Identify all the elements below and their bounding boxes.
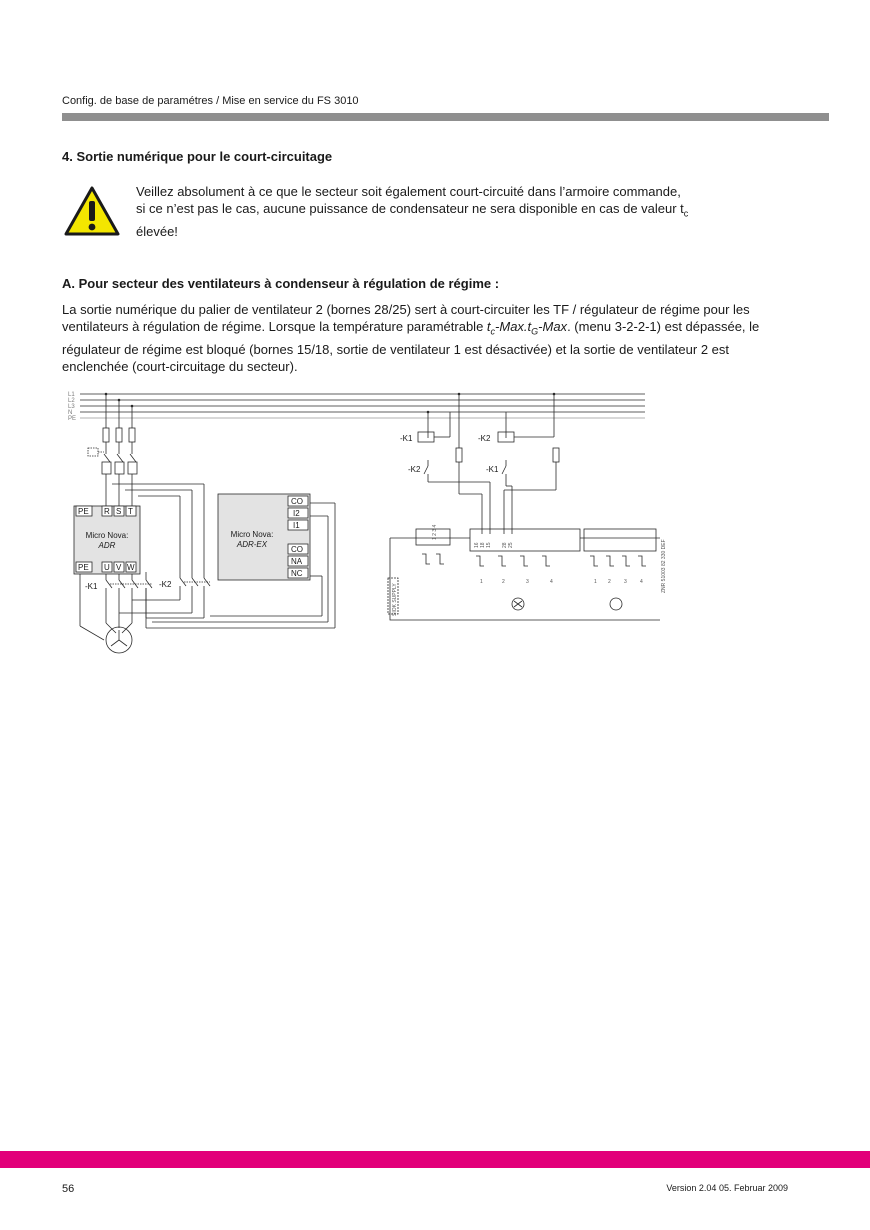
adr-ex-terminal-co-bottom: CO bbox=[291, 545, 303, 554]
adr-terminal-pe-in: PE bbox=[78, 507, 89, 516]
left-block-labels: 1 2 3 4 bbox=[432, 524, 438, 540]
warning-line-1: Veillez absolument à ce que le secteur soit également court-circuité dans l’armoire commande, bbox=[136, 184, 681, 199]
line-label-l1: L1 bbox=[68, 392, 75, 398]
terminal-28: 28 bbox=[502, 542, 508, 548]
relay-k2-contact-label: -K2 bbox=[408, 465, 421, 474]
adr-terminal-u: U bbox=[104, 563, 110, 572]
line-label-n: N bbox=[68, 410, 73, 416]
footer-bar bbox=[0, 1151, 870, 1168]
adr-terminal-pe-out: PE bbox=[78, 563, 89, 572]
relay-k1-label-left: -K1 bbox=[85, 582, 98, 591]
pump-output-2: 2 bbox=[608, 579, 611, 585]
adr-ex-terminal-co-top: CO bbox=[291, 497, 303, 506]
section-title: 4. Sortie numérique pour le court-circuitage bbox=[62, 149, 333, 164]
adr-terminal-v: V bbox=[116, 563, 122, 572]
fan-output-1: 1 bbox=[480, 579, 483, 585]
terminal-16: 16 bbox=[474, 542, 480, 548]
adr-title: Micro Nova: bbox=[85, 531, 129, 540]
adr-terminal-s: S bbox=[116, 507, 122, 516]
pump-output-4: 4 bbox=[640, 579, 643, 585]
warning-icon bbox=[64, 185, 120, 237]
line-label-l2: L2 bbox=[68, 398, 75, 404]
body-paragraph: La sortie numérique du palier de ventilateur 2 (bornes 28/25) sert à court-circuiter les TF / régulateur de régime pour les ventilateurs à régulation de régime. Lorsque la température paramétrable $t_c-Max.t_G$-Max. (menu 3-2-2-1) est dépassée, le régulateur de régime est bloqué (bornes 15/18, sortie de ventilateur 1 est désactivée) et la sortie de ventilateur 2 est enclenchée (court-circuitage du secteur). bbox=[62, 302, 760, 374]
part-number: ZNR 51003 82 330 DEF bbox=[661, 539, 667, 593]
relay-k2-coil-label: -K2 bbox=[478, 434, 491, 443]
terminal-18: 18 bbox=[480, 542, 486, 548]
adr-subtitle: ADR bbox=[98, 541, 116, 550]
supply-label: SIOK SUPPLY bbox=[392, 583, 398, 616]
version-date: Version 2.04 05. Februar 2009 bbox=[666, 1183, 788, 1193]
fan-output-4: 4 bbox=[550, 579, 553, 585]
adr-ex-terminal-i2: I2 bbox=[293, 509, 300, 518]
adr-ex-title: Micro Nova: bbox=[230, 530, 274, 539]
wiring-diagram bbox=[60, 388, 667, 663]
warning-text bbox=[136, 183, 786, 240]
adr-ex-subtitle: ADR-EX bbox=[236, 540, 268, 549]
warning-line-3: élevée! bbox=[136, 223, 178, 239]
relay-k1-coil-label: -K1 bbox=[400, 434, 413, 443]
adr-terminal-t: T bbox=[128, 507, 133, 516]
running-header: Config. de base de paramétres / Mise en service du FS 3010 bbox=[62, 95, 359, 107]
relay-k1-contact-label: -K1 bbox=[486, 465, 499, 474]
pump-output-1: 1 bbox=[594, 579, 597, 585]
terminal-25: 25 bbox=[508, 542, 514, 548]
header-divider bbox=[62, 113, 829, 121]
subsection-title: A. Pour secteur des ventilateurs à condenseur à régulation de régime : bbox=[62, 276, 500, 291]
terminal-15: 15 bbox=[486, 542, 492, 548]
line-label-pe: PE bbox=[68, 416, 77, 422]
fan-output-3: 3 bbox=[526, 579, 529, 585]
pump-output-3: 3 bbox=[624, 579, 627, 585]
adr-ex-terminal-nc: NC bbox=[291, 569, 303, 578]
page-number: 56 bbox=[62, 1183, 75, 1195]
adr-ex-terminal-na: NA bbox=[291, 557, 303, 566]
adr-terminal-w: W bbox=[127, 563, 135, 572]
relay-k2-label-left: -K2 bbox=[159, 580, 172, 589]
warning-line-2: si ce n’est pas le cas, aucune puissance de condensateur ne sera disponible en cas de valeur $t_c$ bbox=[136, 201, 689, 219]
line-label-l3: L3 bbox=[68, 404, 75, 410]
fan-output-2: 2 bbox=[502, 579, 505, 585]
adr-terminal-r: R bbox=[104, 507, 110, 516]
adr-ex-terminal-i1: I1 bbox=[293, 521, 300, 530]
